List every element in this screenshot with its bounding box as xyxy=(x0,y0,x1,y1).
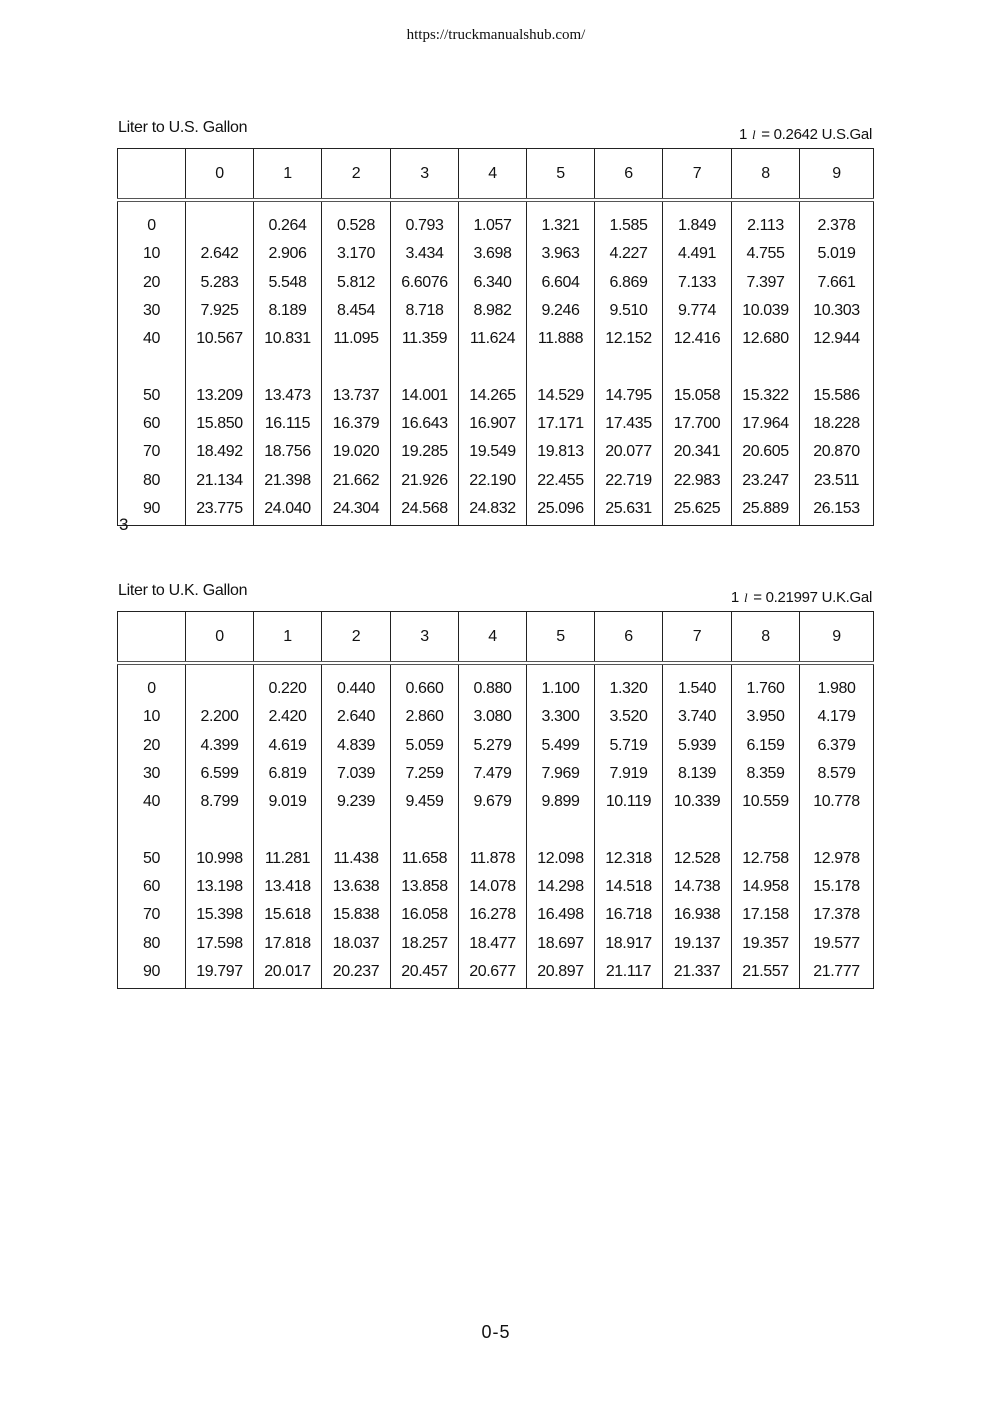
table-cell: 7.479 xyxy=(459,760,527,788)
table-cell: 9.459 xyxy=(391,788,459,816)
table-cell: 14.958 xyxy=(732,873,800,901)
table-row xyxy=(118,325,874,353)
table-row xyxy=(118,816,874,872)
table-cell: 1.100 xyxy=(527,663,595,703)
table-cell: 15.850 xyxy=(186,410,254,438)
table-cell: 24.832 xyxy=(459,495,527,526)
table-cell: 10.831 xyxy=(254,325,322,353)
table-cell: 12.758 xyxy=(732,816,800,872)
table-cell: 21.926 xyxy=(391,466,459,494)
table-cell: 3.963 xyxy=(527,240,595,268)
table-cell: 1.321 xyxy=(527,200,595,240)
table-cell: 4.619 xyxy=(254,732,322,760)
table-cell: 7.969 xyxy=(527,760,595,788)
column-header-cell: 4 xyxy=(459,612,527,664)
row-header-cell: 20 xyxy=(118,732,186,760)
table-cell: 10.559 xyxy=(732,788,800,816)
table-cell: 14.795 xyxy=(595,353,663,409)
table-cell: 18.477 xyxy=(459,929,527,957)
table-cell: 24.040 xyxy=(254,495,322,526)
row-header-cell: 50 xyxy=(118,816,186,872)
table-cell: 19.797 xyxy=(186,958,254,989)
table-cell: 3.740 xyxy=(663,703,732,731)
row-header-cell: 50 xyxy=(118,353,186,409)
table-cell: 6.6076 xyxy=(391,269,459,297)
table-cell: 16.938 xyxy=(663,901,732,929)
table-cell: 13.737 xyxy=(322,353,391,409)
table-cell: 10.998 xyxy=(186,816,254,872)
us-gallon-conversion-note xyxy=(739,126,872,143)
table-cell: 12.098 xyxy=(527,816,595,872)
table-cell: 0.528 xyxy=(322,200,391,240)
liter-unit-symbol: l xyxy=(743,590,748,605)
table-cell: 1.320 xyxy=(595,663,663,703)
table-cell: 16.278 xyxy=(459,901,527,929)
table-cell: 2.420 xyxy=(254,703,322,731)
table-cell: 2.860 xyxy=(391,703,459,731)
table-row xyxy=(118,663,874,703)
table-row xyxy=(118,438,874,466)
column-header-cell: 7 xyxy=(663,149,732,201)
table-cell: 15.322 xyxy=(732,353,800,409)
column-header-cell: 3 xyxy=(391,612,459,664)
table-cell: 3.300 xyxy=(527,703,595,731)
table-cell: 22.190 xyxy=(459,466,527,494)
table-cell: 10.119 xyxy=(595,788,663,816)
table-cell: 24.304 xyxy=(322,495,391,526)
table-cell: 10.039 xyxy=(732,297,800,325)
table-cell: 23.775 xyxy=(186,495,254,526)
table-cell: 7.259 xyxy=(391,760,459,788)
table-cell: 15.838 xyxy=(322,901,391,929)
table-cell: 3.520 xyxy=(595,703,663,731)
table-row xyxy=(118,200,874,240)
table-cell: 15.586 xyxy=(800,353,874,409)
table-cell: 14.738 xyxy=(663,873,732,901)
table-cell: 4.839 xyxy=(322,732,391,760)
table-cell: 14.265 xyxy=(459,353,527,409)
table-cell: 3.698 xyxy=(459,240,527,268)
table-cell: 6.340 xyxy=(459,269,527,297)
header-row xyxy=(118,149,874,201)
table-cell: 1.540 xyxy=(663,663,732,703)
table-cell: 19.137 xyxy=(663,929,732,957)
table-cell: 2.640 xyxy=(322,703,391,731)
table-cell: 20.605 xyxy=(732,438,800,466)
uk-gallon-conversion-note xyxy=(731,589,872,606)
table-cell: 0.880 xyxy=(459,663,527,703)
table-cell: 5.499 xyxy=(527,732,595,760)
table-cell: 21.337 xyxy=(663,958,732,989)
column-header-cell: 1 xyxy=(254,149,322,201)
table-cell: 20.237 xyxy=(322,958,391,989)
table-cell: 20.341 xyxy=(663,438,732,466)
table-cell: 17.435 xyxy=(595,410,663,438)
table-cell: 20.677 xyxy=(459,958,527,989)
corner-header-cell xyxy=(118,612,186,664)
table-cell: 14.001 xyxy=(391,353,459,409)
table-cell: 2.113 xyxy=(732,200,800,240)
table-cell: 16.498 xyxy=(527,901,595,929)
table-cell: 18.697 xyxy=(527,929,595,957)
table-cell: 8.799 xyxy=(186,788,254,816)
table-cell: 10.339 xyxy=(663,788,732,816)
table-cell: 19.020 xyxy=(322,438,391,466)
table-cell: 8.579 xyxy=(800,760,874,788)
table-row xyxy=(118,873,874,901)
table-cell: 16.718 xyxy=(595,901,663,929)
table-cell: 5.719 xyxy=(595,732,663,760)
stray-mark: 3 xyxy=(119,515,129,534)
row-header-cell: 30 xyxy=(118,297,186,325)
table-cell: 5.548 xyxy=(254,269,322,297)
column-header-cell: 9 xyxy=(800,149,874,201)
column-header-cell: 2 xyxy=(322,149,391,201)
row-header-cell: 40 xyxy=(118,788,186,816)
table-cell: 0.440 xyxy=(322,663,391,703)
table-row xyxy=(118,353,874,409)
table-cell: 6.869 xyxy=(595,269,663,297)
table-cell: 11.888 xyxy=(527,325,595,353)
table-cell: 21.117 xyxy=(595,958,663,989)
table-cell: 20.457 xyxy=(391,958,459,989)
table-cell: 14.298 xyxy=(527,873,595,901)
table-cell: 5.812 xyxy=(322,269,391,297)
table-row xyxy=(118,929,874,957)
table-cell: 0.220 xyxy=(254,663,322,703)
table-cell: 20.870 xyxy=(800,438,874,466)
table-cell: 10.567 xyxy=(186,325,254,353)
table-cell: 9.239 xyxy=(322,788,391,816)
table-cell: 6.379 xyxy=(800,732,874,760)
table-cell: 0.264 xyxy=(254,200,322,240)
table-cell: 11.359 xyxy=(391,325,459,353)
column-header-cell: 8 xyxy=(732,149,800,201)
note-value: = 0.21997 U.K.Gal xyxy=(753,589,872,606)
table-cell: 18.492 xyxy=(186,438,254,466)
table-cell: 16.379 xyxy=(322,410,391,438)
table-cell: 4.491 xyxy=(663,240,732,268)
table-cell: 13.418 xyxy=(254,873,322,901)
row-header-cell: 40 xyxy=(118,325,186,353)
column-header-cell: 1 xyxy=(254,612,322,664)
note-prefix: 1 xyxy=(738,126,747,143)
table-cell: 20.077 xyxy=(595,438,663,466)
table-cell xyxy=(186,663,254,703)
table-cell: 13.473 xyxy=(254,353,322,409)
table-cell: 7.039 xyxy=(322,760,391,788)
table-cell: 22.983 xyxy=(663,466,732,494)
table-cell: 4.755 xyxy=(732,240,800,268)
table-row xyxy=(118,901,874,929)
table-cell: 22.455 xyxy=(527,466,595,494)
table-cell: 3.170 xyxy=(322,240,391,268)
table-cell: 9.774 xyxy=(663,297,732,325)
table-cell: 11.624 xyxy=(459,325,527,353)
column-header-cell: 9 xyxy=(800,612,874,664)
table-cell: 14.078 xyxy=(459,873,527,901)
table-cell: 8.139 xyxy=(663,760,732,788)
table-cell: 13.638 xyxy=(322,873,391,901)
row-header-cell: 30 xyxy=(118,760,186,788)
row-header-cell: 10 xyxy=(118,240,186,268)
table-cell: 6.604 xyxy=(527,269,595,297)
table-cell: 11.658 xyxy=(391,816,459,872)
table-cell: 19.285 xyxy=(391,438,459,466)
table-row xyxy=(118,297,874,325)
table-cell: 21.777 xyxy=(800,958,874,989)
table-row xyxy=(118,732,874,760)
row-header-cell: 90 xyxy=(118,958,186,989)
table-cell: 11.095 xyxy=(322,325,391,353)
column-header-cell: 5 xyxy=(527,612,595,664)
table-cell: 14.529 xyxy=(527,353,595,409)
table-cell: 9.510 xyxy=(595,297,663,325)
table-cell: 2.200 xyxy=(186,703,254,731)
table-cell: 15.618 xyxy=(254,901,322,929)
table-row xyxy=(118,703,874,731)
row-header-cell: 60 xyxy=(118,410,186,438)
table-cell: 24.568 xyxy=(391,495,459,526)
us-gallon-title: Liter to U.S. Gallon xyxy=(118,119,248,136)
table-cell: 7.661 xyxy=(800,269,874,297)
table-cell: 25.889 xyxy=(732,495,800,526)
table-cell: 17.818 xyxy=(254,929,322,957)
table-cell: 5.939 xyxy=(663,732,732,760)
table-cell: 17.378 xyxy=(800,901,874,929)
uk-gallon-title: Liter to U.K. Gallon xyxy=(118,582,248,599)
note-prefix: 1 xyxy=(730,589,739,606)
table-cell: 1.760 xyxy=(732,663,800,703)
table-cell: 1.849 xyxy=(663,200,732,240)
table-cell: 4.227 xyxy=(595,240,663,268)
table-cell: 2.642 xyxy=(186,240,254,268)
header-row xyxy=(118,612,874,664)
table-cell: 6.159 xyxy=(732,732,800,760)
table-cell: 11.438 xyxy=(322,816,391,872)
table-cell: 12.318 xyxy=(595,816,663,872)
column-header-cell: 5 xyxy=(527,149,595,201)
column-header-cell: 0 xyxy=(186,612,254,664)
table-cell: 8.454 xyxy=(322,297,391,325)
table-cell: 11.878 xyxy=(459,816,527,872)
table-cell: 18.037 xyxy=(322,929,391,957)
table-cell: 7.397 xyxy=(732,269,800,297)
table-cell: 2.906 xyxy=(254,240,322,268)
table-cell: 17.700 xyxy=(663,410,732,438)
table-cell: 15.178 xyxy=(800,873,874,901)
table-cell: 23.511 xyxy=(800,466,874,494)
table-cell: 20.017 xyxy=(254,958,322,989)
table-cell: 15.398 xyxy=(186,901,254,929)
corner-header-cell xyxy=(118,149,186,201)
table-cell: 16.643 xyxy=(391,410,459,438)
table-cell: 17.158 xyxy=(732,901,800,929)
table-row xyxy=(118,240,874,268)
table-cell: 8.718 xyxy=(391,297,459,325)
table-cell: 10.778 xyxy=(800,788,874,816)
row-header-cell: 0 xyxy=(118,200,186,240)
row-header-cell: 70 xyxy=(118,438,186,466)
note-value: = 0.2642 U.S.Gal xyxy=(761,126,872,143)
table-row xyxy=(118,269,874,297)
table-cell: 6.599 xyxy=(186,760,254,788)
table-cell: 19.813 xyxy=(527,438,595,466)
table-cell: 23.247 xyxy=(732,466,800,494)
row-header-cell: 10 xyxy=(118,703,186,731)
table-cell: 19.357 xyxy=(732,929,800,957)
table-cell: 9.679 xyxy=(459,788,527,816)
table-cell: 5.059 xyxy=(391,732,459,760)
us-gallon-table xyxy=(117,148,874,526)
table-cell: 1.980 xyxy=(800,663,874,703)
liter-unit-symbol: l xyxy=(751,127,756,142)
table-cell: 8.189 xyxy=(254,297,322,325)
table-cell: 17.598 xyxy=(186,929,254,957)
table-cell: 3.950 xyxy=(732,703,800,731)
table-cell: 21.134 xyxy=(186,466,254,494)
table-row xyxy=(118,410,874,438)
column-header-cell: 8 xyxy=(732,612,800,664)
table-cell: 17.964 xyxy=(732,410,800,438)
table-cell: 19.549 xyxy=(459,438,527,466)
row-header-cell: 60 xyxy=(118,873,186,901)
table-cell: 25.631 xyxy=(595,495,663,526)
table-row xyxy=(118,760,874,788)
table-cell: 18.228 xyxy=(800,410,874,438)
table-cell: 16.907 xyxy=(459,410,527,438)
row-header-cell: 70 xyxy=(118,901,186,929)
table-cell: 25.625 xyxy=(663,495,732,526)
table-cell: 12.152 xyxy=(595,325,663,353)
table-cell: 5.019 xyxy=(800,240,874,268)
table-cell: 17.171 xyxy=(527,410,595,438)
table-cell: 8.359 xyxy=(732,760,800,788)
row-header-cell: 0 xyxy=(118,663,186,703)
row-header-cell: 20 xyxy=(118,269,186,297)
table-cell: 8.982 xyxy=(459,297,527,325)
page-number: 0-5 xyxy=(481,1322,511,1342)
column-header-cell: 7 xyxy=(663,612,732,664)
table-cell: 12.416 xyxy=(663,325,732,353)
site-url: https://truckmanualshub.com/ xyxy=(406,27,586,43)
table-cell: 21.557 xyxy=(732,958,800,989)
table-cell: 12.680 xyxy=(732,325,800,353)
table-cell: 0.793 xyxy=(391,200,459,240)
column-header-cell: 4 xyxy=(459,149,527,201)
table-cell: 13.198 xyxy=(186,873,254,901)
table-cell: 9.019 xyxy=(254,788,322,816)
table-cell: 13.209 xyxy=(186,353,254,409)
table-cell: 1.057 xyxy=(459,200,527,240)
table-cell: 22.719 xyxy=(595,466,663,494)
table-cell: 26.153 xyxy=(800,495,874,526)
column-header-cell: 3 xyxy=(391,149,459,201)
table-row xyxy=(118,788,874,816)
table-cell: 19.577 xyxy=(800,929,874,957)
table-cell: 1.585 xyxy=(595,200,663,240)
table-cell: 16.058 xyxy=(391,901,459,929)
table-cell: 20.897 xyxy=(527,958,595,989)
table-cell: 18.756 xyxy=(254,438,322,466)
table-cell: 21.662 xyxy=(322,466,391,494)
table-cell: 5.279 xyxy=(459,732,527,760)
table-cell: 18.917 xyxy=(595,929,663,957)
table-cell: 12.944 xyxy=(800,325,874,353)
table-cell: 16.115 xyxy=(254,410,322,438)
table-cell: 2.378 xyxy=(800,200,874,240)
table-cell: 6.819 xyxy=(254,760,322,788)
table-cell: 25.096 xyxy=(527,495,595,526)
table-cell: 18.257 xyxy=(391,929,459,957)
table-cell: 7.919 xyxy=(595,760,663,788)
column-header-cell: 2 xyxy=(322,612,391,664)
uk-gallon-table xyxy=(117,611,874,989)
column-header-cell: 6 xyxy=(595,612,663,664)
table-cell: 15.058 xyxy=(663,353,732,409)
table-cell xyxy=(186,200,254,240)
table-cell: 7.133 xyxy=(663,269,732,297)
column-header-cell: 0 xyxy=(186,149,254,201)
table-cell: 9.246 xyxy=(527,297,595,325)
table-cell: 11.281 xyxy=(254,816,322,872)
table-cell: 9.899 xyxy=(527,788,595,816)
table-cell: 12.978 xyxy=(800,816,874,872)
table-cell: 3.434 xyxy=(391,240,459,268)
column-header-cell: 6 xyxy=(595,149,663,201)
table-cell: 0.660 xyxy=(391,663,459,703)
table-row xyxy=(118,958,874,989)
row-header-cell: 80 xyxy=(118,466,186,494)
table-cell: 4.179 xyxy=(800,703,874,731)
row-header-cell: 80 xyxy=(118,929,186,957)
table-cell: 3.080 xyxy=(459,703,527,731)
table-cell: 7.925 xyxy=(186,297,254,325)
table-cell: 10.303 xyxy=(800,297,874,325)
table-row xyxy=(118,495,874,526)
table-cell: 5.283 xyxy=(186,269,254,297)
table-cell: 4.399 xyxy=(186,732,254,760)
table-cell: 14.518 xyxy=(595,873,663,901)
table-cell: 13.858 xyxy=(391,873,459,901)
table-row xyxy=(118,466,874,494)
table-cell: 12.528 xyxy=(663,816,732,872)
row-header-cell: 90 xyxy=(118,495,186,526)
table-cell: 21.398 xyxy=(254,466,322,494)
